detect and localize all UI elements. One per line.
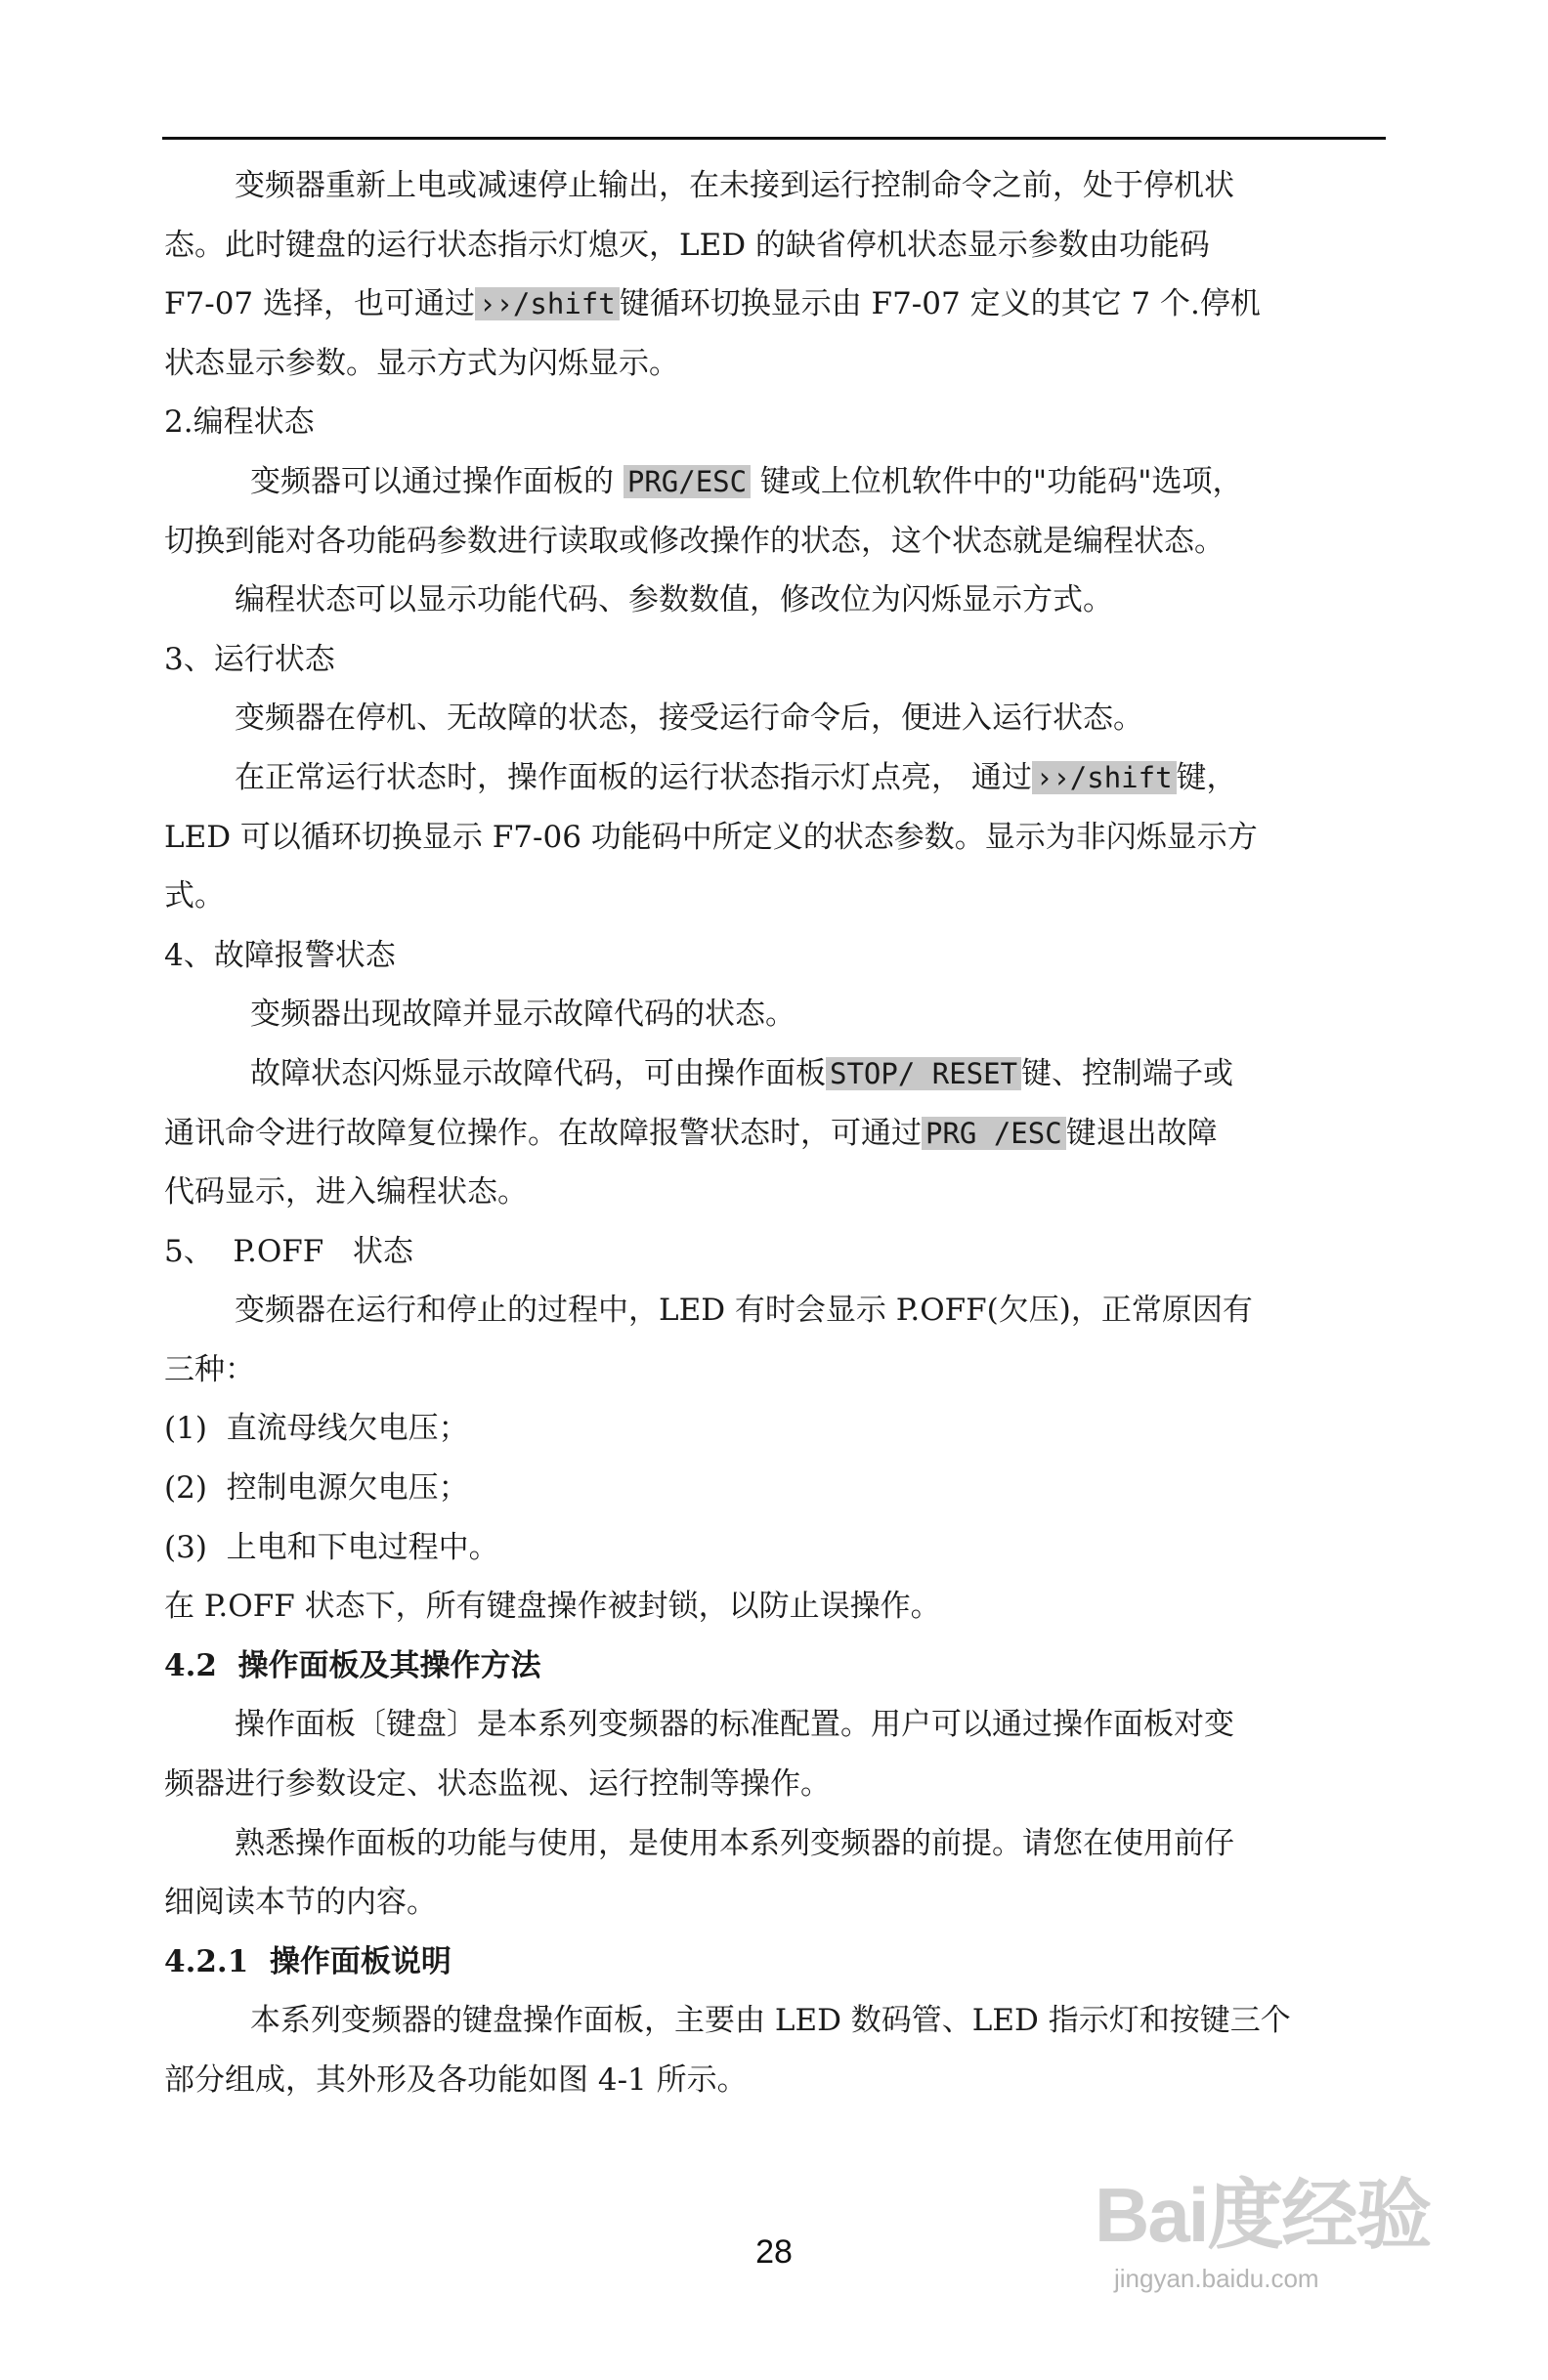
paragraph-line [164, 452, 1386, 512]
list-item: (3) 上电和下电过程中。 [164, 1529, 499, 1565]
section-heading-programming: 2.编程状态 [164, 404, 315, 441]
text-run: 变频器可以通过操作面板的 [250, 463, 624, 499]
text-run: 键， [1176, 759, 1237, 795]
text-run: 键、控制端子或 [1021, 1055, 1234, 1091]
paragraph-line: 熟悉操作面板的功能与使用，是使用本系列变频器的前提。请您在使用前仔 [235, 1825, 1234, 1861]
watermark-url: jingyan.baidu.com [1114, 2264, 1319, 2293]
page-number: 28 [755, 2233, 793, 2271]
section-heading-poff: 5、 P.OFF 状态 [164, 1233, 413, 1269]
header-rule [162, 137, 1386, 140]
section-heading-fault: 4、故障报警状态 [164, 937, 396, 973]
paragraph-line: 式。 [164, 878, 225, 914]
paragraph-line: 变频器重新上电或减速停止输出，在未接到运行控制命令之前，处于停机状 [235, 168, 1234, 203]
paragraph-line: 代码显示，进入编程状态。 [164, 1174, 528, 1211]
paragraph-line: 操作面板〔键盘〕是本系列变频器的标准配置。用户可以通过操作面板对变 [235, 1707, 1234, 1743]
list-item: (2) 控制电源欠电压； [164, 1470, 469, 1507]
watermark-logo: Bai度经验 [1095, 2172, 1431, 2258]
paragraph-line [164, 275, 1386, 334]
section-heading-running: 3、运行状态 [164, 641, 335, 677]
shift-key-label: ››/shift [475, 287, 620, 320]
paragraph-line: 态。此时键盘的运行状态指示灯熄灭，LED 的缺省停机状态显示参数由功能码 [164, 227, 1210, 263]
paragraph-line: 细阅读本节的内容。 [164, 1885, 437, 1921]
text-run: 故障状态闪烁显示故障代码，可由操作面板 [250, 1055, 826, 1091]
paragraph-line [164, 1104, 1386, 1164]
paragraph-line: 切换到能对各功能码参数进行读取或修改操作的状态，这个状态就是编程状态。 [164, 523, 1225, 559]
paragraph-line: 三种： [164, 1351, 255, 1387]
text-run: F7-07 选择，也可通过 [164, 286, 476, 322]
paragraph-line: 编程状态可以显示功能代码、参数数值，修改位为闪烁显示方式。 [235, 582, 1113, 618]
text-run: 键循环切换显示由 F7-07 定义的其它 7 个.停机 [619, 286, 1261, 322]
paragraph-line [164, 748, 1386, 808]
paragraph-line: 变频器在运行和停止的过程中，LED 有时会显示 P.OFF(欠压)，正常原因有 [235, 1293, 1253, 1329]
text-run: 键退出故障 [1065, 1115, 1218, 1151]
text-run: 键或上位机软件中的"功能码"选项， [751, 463, 1243, 499]
list-item: (1) 直流母线欠电压； [164, 1411, 469, 1447]
paragraph-line: 频器进行参数设定、状态监视、运行控制等操作。 [164, 1766, 831, 1803]
section-heading-4-2: 4.2 操作面板及其操作方法 [164, 1647, 541, 1683]
section-heading-4-2-1: 4.2.1 操作面板说明 [164, 1943, 452, 1979]
text-run: 通讯命令进行故障复位操作。在故障报警状态时，可通过 [164, 1115, 922, 1151]
prg-esc-key-label: PRG /ESC [922, 1117, 1066, 1150]
shift-key-label: ››/shift [1032, 761, 1177, 794]
paragraph-line: 变频器出现故障并显示故障代码的状态。 [250, 997, 796, 1033]
paragraph-line: 状态显示参数。显示方式为闪烁显示。 [164, 345, 679, 381]
paragraph-line: 本系列变频器的键盘操作面板，主要由 LED 数码管、LED 指示灯和按键三个 [250, 2003, 1291, 2039]
paragraph-line: 部分组成，其外形及各功能如图 4-1 所示。 [164, 2062, 748, 2098]
baidu-watermark [1095, 2154, 1466, 2301]
paragraph-line [164, 1044, 1386, 1104]
text-run: 在正常运行状态时，操作面板的运行状态指示灯点亮， 通过 [235, 759, 1032, 795]
prg-esc-key-label: PRG/ESC [624, 465, 751, 498]
page-body [164, 156, 1386, 2110]
stop-reset-key-label: STOP/ RESET [826, 1057, 1021, 1090]
paragraph-line: LED 可以循环切换显示 F7-06 功能码中所定义的状态参数。显示为非闪烁显示方 [164, 819, 1258, 855]
paragraph-line: 变频器在停机、无故障的状态，接受运行命令后，便进入运行状态。 [235, 701, 1143, 737]
paragraph-line: 在 P.OFF 状态下，所有键盘操作被封锁，以防止误操作。 [164, 1589, 941, 1625]
